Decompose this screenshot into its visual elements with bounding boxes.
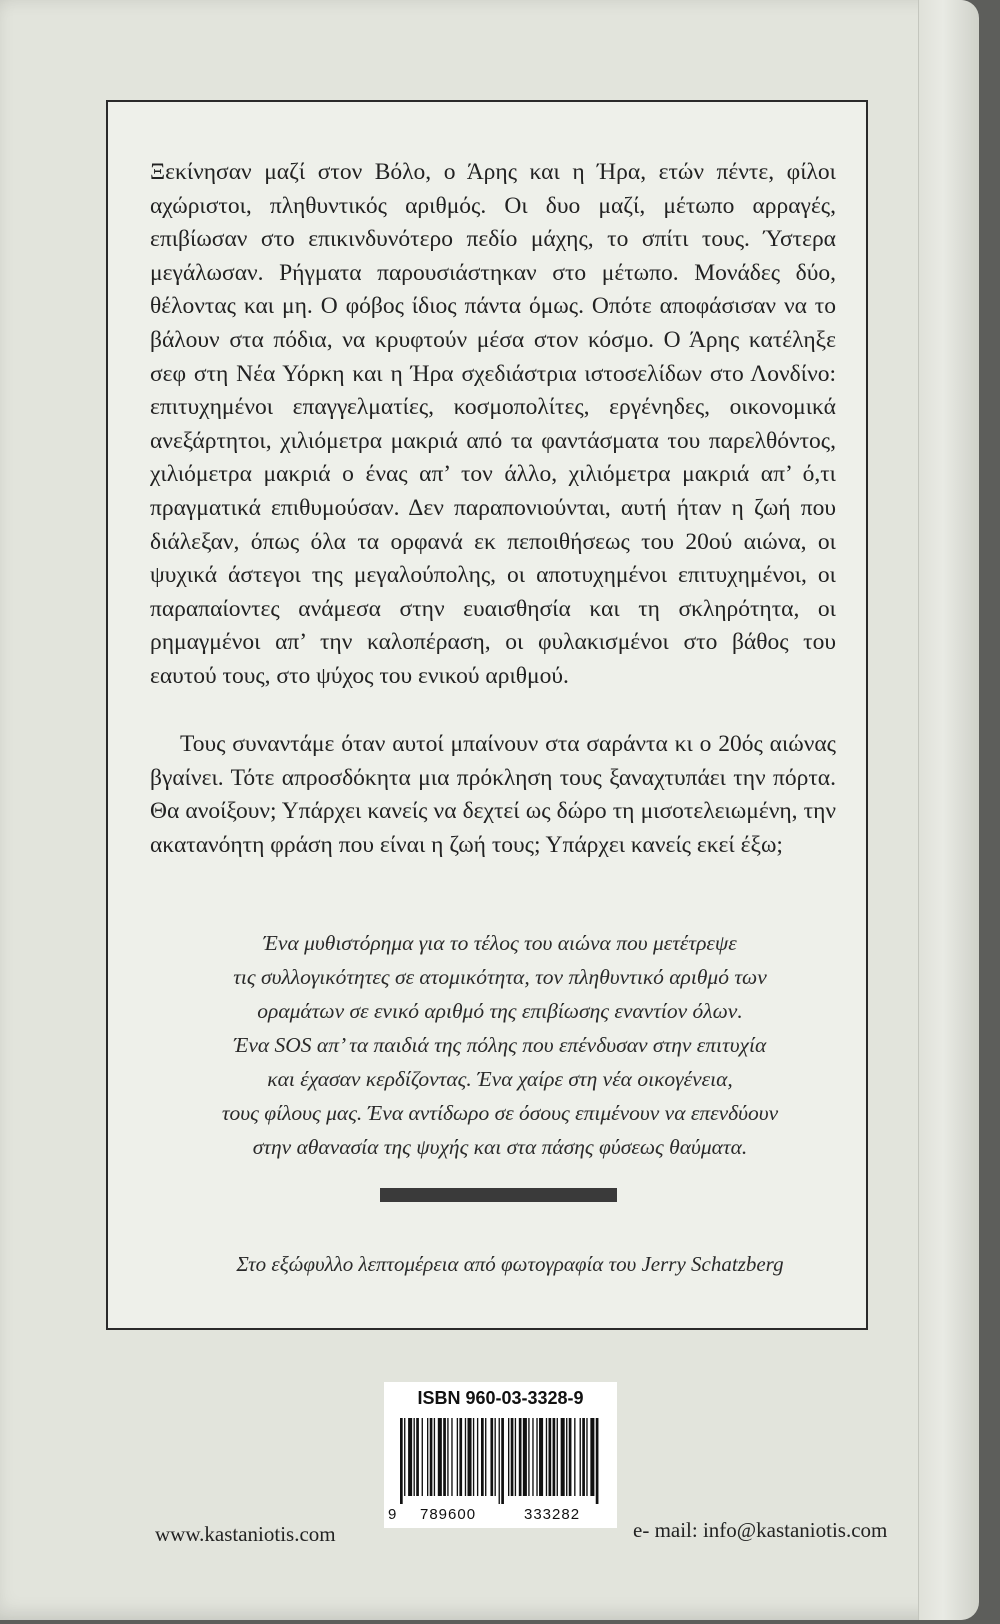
barcode-bar — [528, 1418, 529, 1496]
book-spine — [918, 0, 979, 1620]
barcode-bar — [539, 1418, 543, 1496]
barcode-digits-right: 333282 — [524, 1506, 581, 1523]
barcode-bar — [532, 1418, 533, 1496]
blurb-line: οραμάτων σε ενικό αριθμό της επιβίωσης εναντίον όλων. — [257, 999, 743, 1023]
barcode-bar — [511, 1418, 514, 1496]
barcode-digits-left: 789600 — [420, 1506, 477, 1523]
barcode-bar — [590, 1418, 594, 1496]
cover-photo-credit: Στο εξώφυλλο λεπτομέρεια από φωτογραφία του Jerry Schatzberg — [236, 1252, 784, 1276]
publisher-email: e- mail: info@kastaniotis.com — [633, 1518, 888, 1542]
barcode-bar — [515, 1418, 516, 1496]
barcode-bar — [501, 1418, 504, 1504]
barcode-bar — [546, 1418, 547, 1496]
barcode-bar — [586, 1418, 587, 1496]
barcode-bar — [523, 1418, 527, 1496]
barcode-icon — [398, 1418, 603, 1504]
barcode-bar — [582, 1418, 585, 1496]
blurb-line: και έχασαν κερδίζοντας. Ένα χαίρε στη νέα οικογένεια, — [267, 1067, 733, 1091]
barcode-bar — [438, 1418, 442, 1496]
barcode-bar — [477, 1418, 478, 1496]
barcode-bar — [408, 1418, 412, 1496]
barcode-bar — [485, 1418, 486, 1496]
isbn-label: ISBN 960-03-3328-9 — [417, 1388, 584, 1408]
blurb-line: τους φίλους μας. Ένα αντίδωρο σε όσους επιμένουν να επενδύουν — [221, 1101, 779, 1125]
barcode-bar — [443, 1418, 446, 1496]
barcode-panel — [384, 1382, 617, 1528]
blurb-line: Ένα SOS απ’ τα παιδιά της πόλης που επένδυσαν στην επιτυχία — [233, 1033, 767, 1057]
barcode-bar — [447, 1418, 448, 1496]
barcode-bar — [569, 1418, 572, 1496]
barcode-bar — [481, 1418, 484, 1496]
barcode-bar — [434, 1418, 435, 1496]
barcode-bar — [495, 1418, 496, 1496]
synopsis-paragraph-2: Τους συναντάμε όταν αυτοί μπαίνουν στα σαράντα κι ο 20ός αιώνας βγαίνει. Τότε απροσδόκητα μια πρόκληση τους ξαναχτυπάει την πόρτα. Θα ανοίξουν; Υπάρχει κανείς να δεχτεί ως δώρο τη μισοτελειωμένη, την ακατανόητη φράση που είναι η ζωή τους; Υπάρχει κανείς εκεί έξω; — [150, 731, 836, 858]
barcode-bar — [536, 1418, 537, 1496]
barcode-bar — [430, 1418, 433, 1496]
barcode-bar — [451, 1418, 452, 1496]
barcode-bar — [457, 1418, 458, 1496]
barcode-bar — [566, 1418, 567, 1496]
barcode-bar — [508, 1418, 509, 1496]
barcode-bar — [561, 1418, 565, 1496]
barcode-bar — [553, 1418, 556, 1496]
barcode-bar — [549, 1418, 552, 1496]
barcode-bar — [400, 1418, 403, 1504]
barcode-bar — [574, 1418, 575, 1496]
barcode-bar — [427, 1418, 428, 1496]
barcode-bar — [404, 1418, 405, 1496]
barcode-digit-prefix: 9 — [388, 1506, 397, 1523]
barcode-bar — [557, 1418, 558, 1496]
divider-bar — [380, 1188, 617, 1202]
barcode-bar — [468, 1418, 472, 1496]
blurb-italic — [180, 926, 820, 1164]
barcode-bar — [459, 1418, 462, 1496]
barcode-bar — [499, 1418, 500, 1504]
barcode-bar — [465, 1418, 466, 1496]
barcode-bar — [580, 1418, 581, 1496]
publisher-website: www.kastaniotis.com — [155, 1522, 336, 1546]
barcode-bar — [422, 1418, 423, 1496]
barcode-bar — [490, 1418, 493, 1496]
barcode-bar — [596, 1418, 599, 1504]
barcode-bar — [414, 1418, 415, 1496]
barcode-bar — [416, 1418, 419, 1496]
synopsis-paragraph-1: Ξεκίνησαν μαζί στον Βόλο, ο Άρης και η Ήρα, ετών πέντε, φίλοι αχώριστοι, πληθυντικός αριθμός. Οι δυο μαζί, μέτωπο αρραγές, επιβίωσαν στο επικινδυνότερο πεδίο μάχης, το σπίτι τους. Ύστερα μεγάλωσαν. Ρήγματα παρουσιάστηκαν στο μέτωπο. Μονάδες δύο, θέλοντας και μη. Ο φόβος ίδιος πάντα όμως. Οπότε αποφάσισαν να το βάλουν στα πόδια, να κρυφτούν μέσα στον κόσμο. Ο Άρης κατέληξε σεφ στη Νέα Υόρκη και η Ήρα σχεδιάστρια ιστοσελίδων στο Λονδίνο: επιτυχημένοι επαγγελματίες, κοσμοπολίτες, εργένηδες, οικονομικά ανεξάρτητοι, χιλιόμετρα μακριά από τα φαντάσματα του παρελθόντος, χιλιόμετρα μακριά ο ένας απ’ τον άλλο, χιλιόμετρα μακριά απ’ ό,τι πραγματικά επιθυμούσαν. Δεν παραπονιούνται, αυτή ήταν η ζωή που διάλεξαν, όπως όλα τα ορφανά εκ πεποιθήσεως του 20ού αιώνα, οι ψυχικά άστεγοι της μεγαλούπολης, οι αποτυχημένοι επιτυχημένοι, οι παραπαίοντες ανάμεσα στην ευαισθησία και τη σκληρότητα, οι ρημαγμένοι απ’ την καλοπέραση, οι φυλακισμένοι στο βάθος του εαυτού τους, στο ψύχος του ενικού αριθμού. — [150, 159, 836, 689]
blurb-line: Ένα μυθιστόρημα για το τέλος του αιώνα που μετέτρεψε — [263, 931, 737, 955]
blurb-line: τις συλλογικότητες σε ατομικότητα, τον πληθυντικό αριθμό των — [233, 965, 767, 989]
blurb-line: στην αθανασία της ψυχής και στα πάσης φύσεως θαύματα. — [252, 1135, 748, 1159]
barcode-bar — [473, 1418, 474, 1496]
barcode-bar — [519, 1418, 522, 1496]
